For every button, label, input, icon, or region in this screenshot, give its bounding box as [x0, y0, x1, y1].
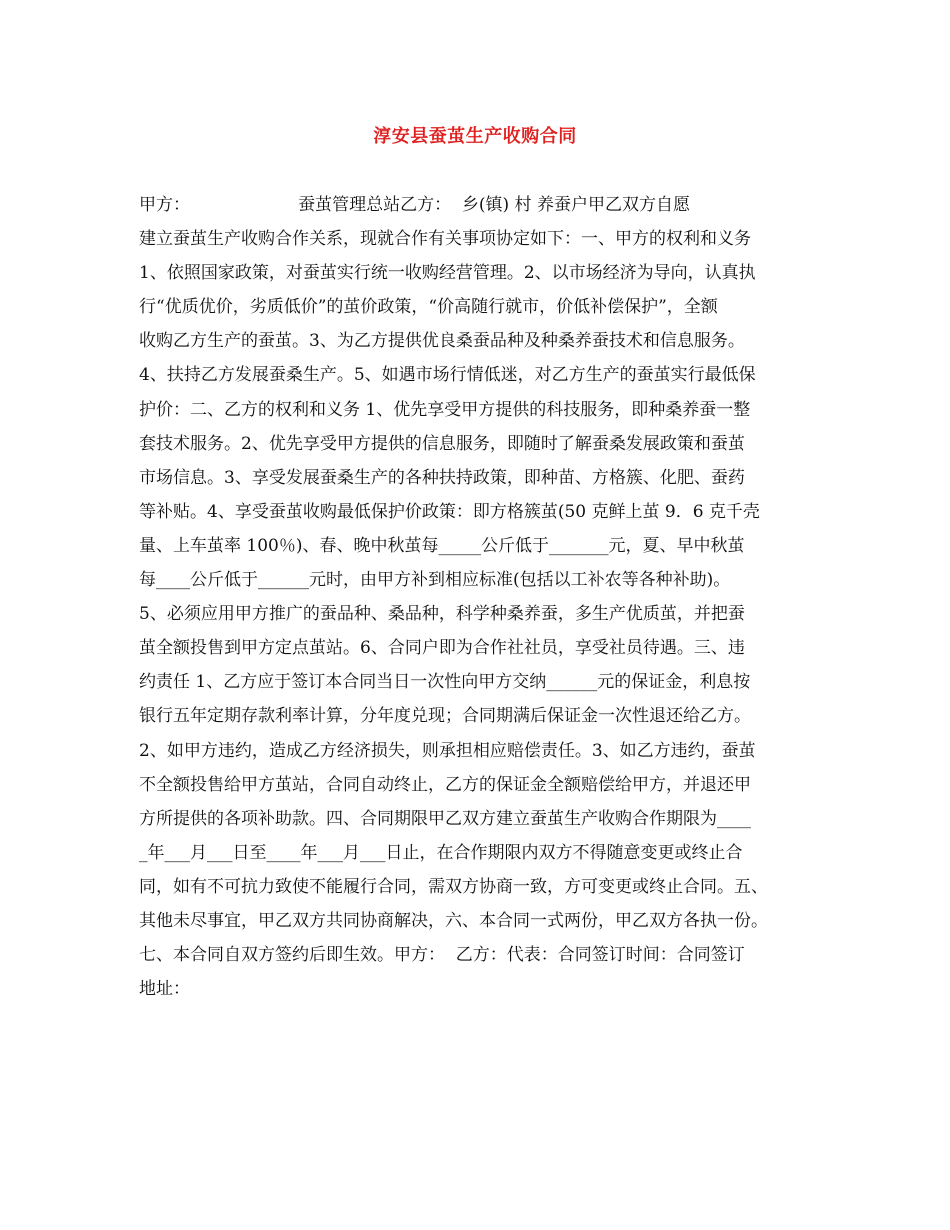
body-line: 七、本合同自双方签约后即生效。甲方： 乙方：代表：合同签订时间：合同签订 — [139, 945, 745, 966]
body-line: 茧全额投售到甲方定点茧站。6、合同户即为合作社社员，享受社员待遇。三、违 — [139, 638, 745, 659]
body-line: 不全额投售给甲方茧站，合同自动终止，乙方的保证金全额赔偿给甲方，并退还甲 — [139, 774, 751, 795]
body-line: 方所提供的各项补助款。四、合同期限甲乙双方建立蚕茧生产收购合作期限为____ — [139, 808, 751, 829]
body-line: 甲方： 蚕茧管理总站乙方： 乡(镇) 村 养蚕户甲乙双方自愿 — [139, 195, 690, 215]
contract-body — [139, 188, 829, 1006]
body-line: 同，如有不可抗力致使不能履行合同，需双方协商一致，方可变更或终止合同。五、 — [139, 876, 768, 897]
body-line: 建立蚕茧生产收购合作关系，现就合作有关事项协定如下：一、甲方的权利和义务 — [139, 229, 751, 250]
body-line: 行“优质优价，劣质低价”的茧价政策，“价高随行就市，价低补偿保护”，全额 — [139, 297, 718, 318]
body-line: 地址： — [139, 979, 190, 1000]
body-line: 5、必须应用甲方推广的蚕品种、桑品种，科学种桑养蚕，多生产优质茧，并把蚕 — [139, 604, 745, 625]
body-line: 护价：二、乙方的权利和义务 1、优先享受甲方提供的科技服务，即种桑养蚕一整 — [139, 399, 751, 420]
document-title: 淳安县蚕茧生产收购合同 — [373, 126, 577, 147]
body-line: 银行五年定期存款利率计算，分年度兑现；合同期满后保证金一次性退还给乙方。 — [139, 706, 751, 727]
body-line: 其他未尽事宜，甲乙双方共同协商解决，六、本合同一式两份，甲乙双方各执一份。 — [139, 910, 768, 931]
body-line: 套技术服务。2、优先享受甲方提供的信息服务，即随时了解蚕桑发展政策和蚕茧 — [139, 433, 745, 454]
body-line: _年___月___日至____年___月___日止，在合作期限内双方不得随意变更或终止合 — [139, 842, 743, 863]
body-line: 1、依照国家政策，对蚕茧实行统一收购经营管理。2、以市场经济为导向，认真执 — [139, 263, 756, 284]
body-line: 2、如甲方违约，造成乙方经济损失，则承担相应赔偿责任。3、如乙方违约，蚕茧 — [139, 740, 756, 761]
body-line: 收购乙方生产的蚕茧。3、为乙方提供优良桑蚕品种及种桑养蚕技术和信息服务。 — [139, 331, 745, 352]
body-line: 约责任 1、乙方应于签订本合同当日一次性向甲方交纳______元的保证金，利息按 — [139, 672, 751, 693]
body-line: 等补贴。4、享受蚕茧收购最低保护价政策：即方格簇茧(50 克鲜上茧 9．6 克千壳 — [139, 501, 760, 522]
body-line: 市场信息。3、享受发展蚕桑生产的各种扶持政策，即种苗、方格簇、化肥、蚕药 — [139, 467, 745, 488]
body-line: 量、上车茧率 100％)、春、晚中秋茧每_____公斤低于_______元，夏、早中秋茧 — [139, 535, 745, 556]
body-line: 4、扶持乙方发展蚕桑生产。5、如遇市场行情低迷，对乙方生产的蚕茧实行最低保 — [139, 365, 756, 386]
body-line: 每____公斤低于______元时，由甲方补到相应标准(包括以工补农等各种补助)。 — [139, 570, 731, 591]
